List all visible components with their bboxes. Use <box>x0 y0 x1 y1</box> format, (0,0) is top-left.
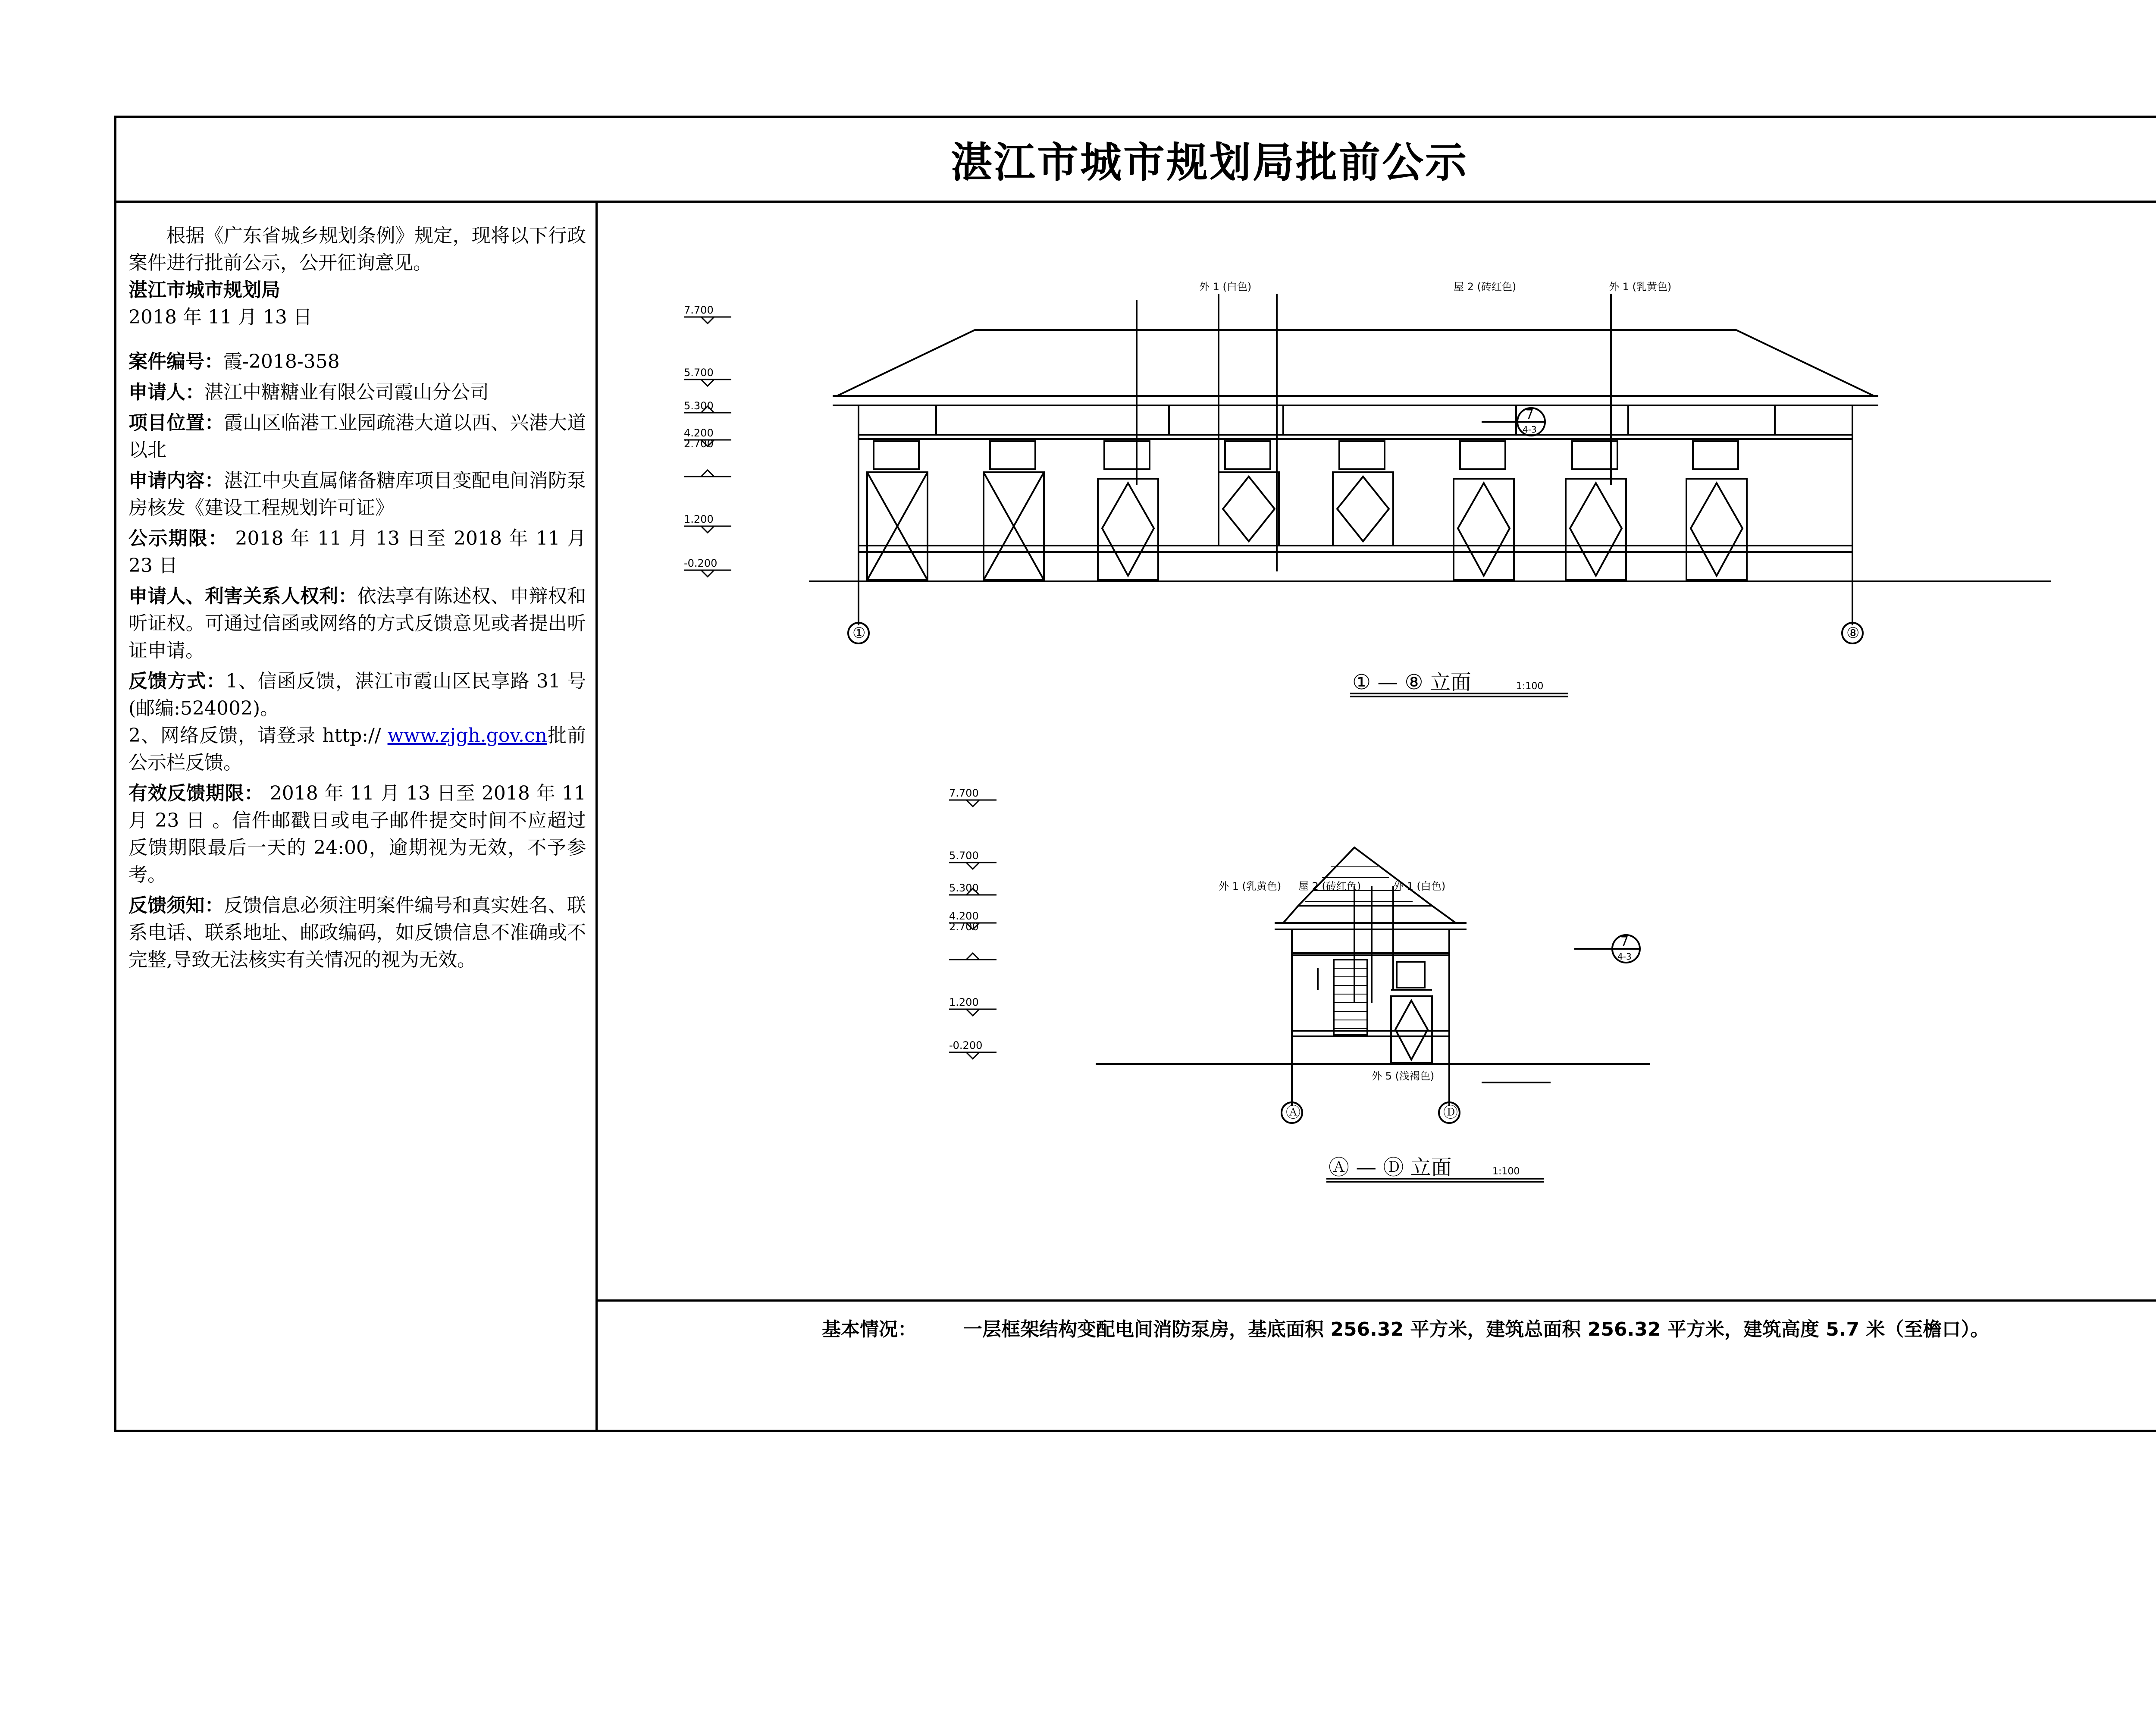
e1-axis-left: ① <box>852 624 866 642</box>
valid-period: 2018 年 11 月 13 日至 2018 年 11 月 23 日 。信件邮戳日或电子邮件提交时间不应超过反馈期限最后一天的 24:00，逾期视为无效，不予参考。 <box>128 782 586 886</box>
e2-tag-0: 外 1 (乳黄色) <box>1219 880 1282 892</box>
notice-intro: 根据《广东省城乡规划条例》规定，现将以下行政案件进行批前公示，公开征询意见。 <box>128 225 586 274</box>
applicant: 湛江中糖糖业有限公司霞山分公司 <box>204 381 489 403</box>
feedback-web-suffix: 批前公示栏反馈。 <box>128 725 586 774</box>
e1-level-4: 2.700 <box>684 438 714 450</box>
e1-detail-num: 7 <box>1526 407 1534 422</box>
notice-text-column <box>116 201 598 1430</box>
e2-level-6: -0.200 <box>949 1039 983 1051</box>
location: 霞山区临港工业园疏港大道以西、兴港大道以北 <box>128 412 586 461</box>
e2-tag-1: 屋 2 (砖红色) <box>1298 880 1361 892</box>
e2-level-4: 2.700 <box>949 921 979 933</box>
elevation-1-drawing <box>684 294 2051 697</box>
title-row <box>116 118 2156 203</box>
content-row <box>128 467 586 521</box>
location-label: 项目位置： <box>128 412 224 434</box>
basic-info-label: 基本情况： <box>822 1318 917 1340</box>
feedback-label: 反馈方式： <box>128 670 226 692</box>
louvre-vent <box>1334 960 1367 1035</box>
e1-level-2: 5.300 <box>684 400 714 412</box>
e2-scale: 1:100 <box>1492 1166 1520 1177</box>
e1-scale: 1:100 <box>1516 681 1544 692</box>
elevation-drawings <box>598 201 2156 1302</box>
case-number-row <box>128 348 586 375</box>
period: 2018 年 11 月 13 日至 2018 年 11 月 23 日 <box>128 527 586 577</box>
case-number-label: 案件编号： <box>128 351 223 373</box>
e2-level-3: 4.200 <box>949 910 979 922</box>
e2-detail-ref: 4-3 <box>1617 951 1632 962</box>
e1-level-6: -0.200 <box>684 557 718 569</box>
page-title: 湛江市城市规划局批前公示 <box>951 138 1468 187</box>
valid-row <box>128 780 586 888</box>
rights: 依法享有陈述权、申辩权和听证权。可通过信函或网络的方式反馈意见或者提出听证申请。 <box>128 585 586 662</box>
notice-frame <box>114 116 2156 1432</box>
location-row <box>128 409 586 464</box>
period-row <box>128 525 586 579</box>
e2-level-5: 1.200 <box>949 996 979 1008</box>
e1-level-3: 4.200 <box>684 427 714 439</box>
elevation-1-upper-windows <box>874 441 1738 469</box>
feedback-web-prefix: 2、网络反馈，请登录 http:// <box>128 725 388 747</box>
e2-level-0: 7.700 <box>949 787 979 799</box>
feedback-mail: 1、信函反馈，湛江市霞山区民享路 31 号(邮编:524002)。 <box>128 670 586 719</box>
e2-bottom-tag: 外 5 (浅褐色) <box>1372 1070 1435 1082</box>
basic-info <box>598 1302 2156 1430</box>
feedback-web-row <box>128 722 586 776</box>
notice-issuer: 湛江市城市规划局 <box>128 279 280 301</box>
applicant-label: 申请人： <box>128 381 204 403</box>
e1-level-5: 1.200 <box>684 513 714 525</box>
e2-level-2: 5.300 <box>949 882 979 894</box>
notice-date: 2018 年 11 月 13 日 <box>128 306 312 328</box>
rights-label: 申请人、利害关系人权利： <box>128 585 357 607</box>
e2-title: Ⓐ — Ⓓ 立面 <box>1329 1155 1452 1180</box>
basic-info-text: 一层框架结构变配电间消防泵房，基底面积 256.32 平方米，建筑总面积 256.32 平方米，建筑高度 5.7 米（至檐口）。 <box>963 1318 1990 1340</box>
notes-row <box>128 892 586 973</box>
e2-axis-left: Ⓐ <box>1286 1104 1300 1121</box>
notes: 反馈信息必须注明案件编号和真实姓名、联系电话、联系地址、邮政编码，如反馈信息不准确或不完整,导致无法核实有关情况的视为无效。 <box>128 894 586 971</box>
content-label: 申请内容： <box>128 470 224 492</box>
e2-detail-num: 7 <box>1620 934 1629 949</box>
elevation-1-pilasters <box>936 405 1775 435</box>
e1-tag-2: 外 1 (乳黄色) <box>1609 281 1672 293</box>
e1-detail-ref: 4-3 <box>1523 424 1537 435</box>
e1-level-1: 5.700 <box>684 367 714 379</box>
elevation-2-drawing <box>949 800 1650 1182</box>
e2-tag-2: 外 1 (白色) <box>1393 880 1446 892</box>
e1-tag-0: 外 1 (白色) <box>1199 281 1252 293</box>
elevation-svg <box>598 201 2156 1302</box>
e1-axis-right: ⑧ <box>1846 624 1860 642</box>
content: 湛江中央直属储备糖库项目变配电间消防泵房核发《建设工程规划许可证》 <box>128 470 586 519</box>
rights-row <box>128 583 586 664</box>
feedback-row <box>128 668 586 722</box>
case-number: 霞-2018-358 <box>223 351 340 373</box>
feedback-web-link[interactable]: www.zjgh.gov.cn <box>387 725 547 747</box>
notes-label: 反馈须知： <box>128 894 224 916</box>
e1-level-0: 7.700 <box>684 304 714 316</box>
valid-label: 有效反馈期限： <box>128 782 264 804</box>
e2-axis-right: Ⓓ <box>1443 1104 1458 1121</box>
e1-tag-1: 屋 2 (砖红色) <box>1454 281 1517 293</box>
side-door <box>1391 996 1432 1063</box>
e2-level-1: 5.700 <box>949 850 979 862</box>
e1-title: ① — ⑧ 立面 <box>1352 670 1471 694</box>
elevation-1-doors <box>867 472 1747 580</box>
period-label: 公示期限： <box>128 527 229 549</box>
applicant-row <box>128 379 586 406</box>
